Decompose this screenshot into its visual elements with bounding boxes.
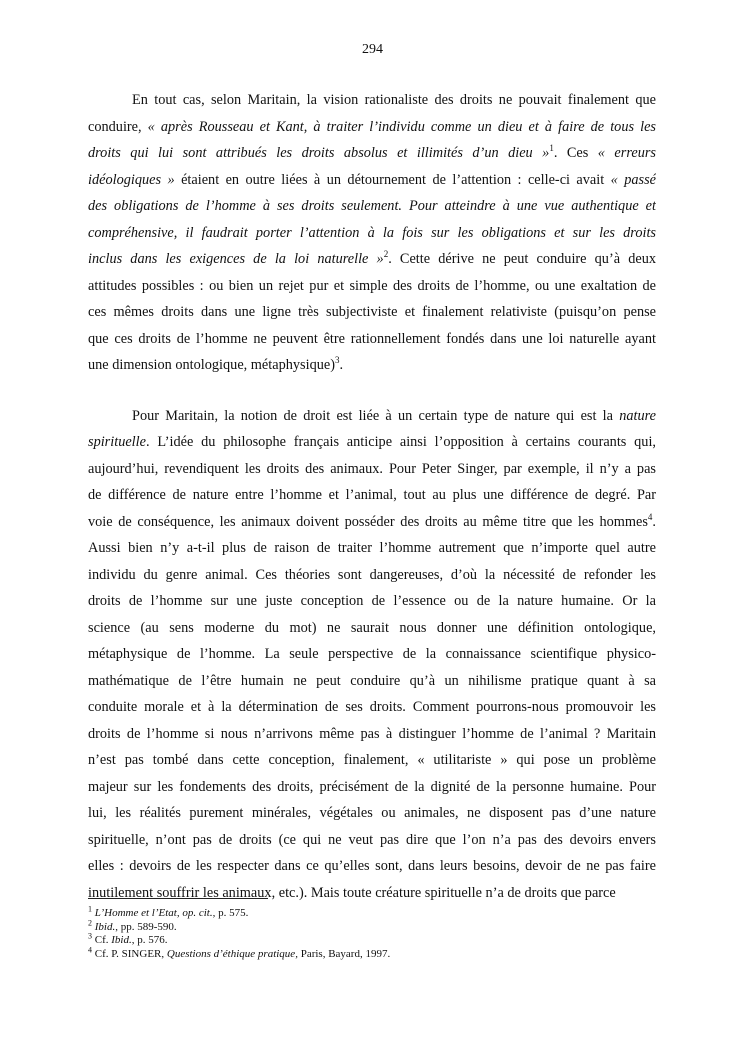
footnote-ref: 4 bbox=[647, 511, 653, 522]
text-run: attitudes possibles : ou bien un rejet pur et simple des droits de l’homme, ou une exaltation de bbox=[88, 277, 656, 294]
text-line bbox=[88, 509, 656, 536]
text-line bbox=[88, 429, 656, 456]
text-run: Aussi bien n’y a-t-il plus de raison de traiter l’homme autrement que n’importe quel autre bbox=[88, 540, 656, 556]
text-line bbox=[88, 615, 656, 642]
italic-text: nature bbox=[619, 407, 656, 424]
text-line bbox=[88, 562, 656, 589]
text-run: individu du genre animal. Ces théories sont dangereuses, d’où la nécessité de refonder les bbox=[88, 566, 656, 583]
footnote-ref: 3 bbox=[88, 931, 92, 941]
text-run: Pour Maritain, la notion de droit est liée à un certain type de nature qui est la bbox=[132, 407, 620, 424]
text-run: , pp. 589-590. bbox=[115, 920, 177, 933]
text-line bbox=[88, 482, 656, 509]
text-run: p. 575. bbox=[215, 907, 249, 919]
italic-text: compréhensive, il faudrait porter l’attention à la fois sur les obligations et sur les droits bbox=[88, 224, 656, 241]
text-run: mathématique de l’être humain ne peut conduire qu’à un nihilisme pratique quant à sa bbox=[88, 672, 656, 689]
text-line bbox=[88, 694, 656, 721]
text-line bbox=[88, 299, 656, 326]
text-run: . bbox=[339, 357, 344, 373]
text-run: ces mêmes droits dans une ligne très subjectiviste et finalement relativiste (puisqu’on pense bbox=[88, 304, 656, 320]
text-line bbox=[88, 853, 656, 880]
text-line bbox=[88, 220, 656, 247]
text-run: droits de l’homme si nous n’arrivons même pas à distinguer l’homme de l’animal ? Maritain bbox=[88, 725, 656, 742]
text-line bbox=[88, 273, 656, 300]
italic-text: idéologiques » bbox=[88, 171, 175, 188]
text-line bbox=[88, 140, 656, 167]
text-run: . L’idée du philosophe français anticipe ainsi l’opposition à certains courants qui, bbox=[145, 434, 656, 450]
text-run: métaphysique de l’homme. La seule perspective de la connaissance scientifique physico- bbox=[88, 646, 656, 662]
text-run: En tout cas, selon Maritain, la vision rationaliste des droits ne pouvait finalement que bbox=[132, 92, 656, 108]
text-line bbox=[88, 193, 656, 220]
text-run: . Cette dérive ne peut conduire qu’à deux bbox=[388, 251, 656, 267]
italic-text: Ibid. bbox=[94, 920, 116, 933]
footnote-ref: 1 bbox=[549, 143, 554, 154]
text-line bbox=[88, 641, 656, 668]
text-run: . Ces bbox=[553, 145, 598, 161]
text-line bbox=[88, 721, 656, 748]
text-run: aujourd’hui, revendiquent les droits des animaux. Pour Peter Singer, par exemple, il n’y a pas bbox=[88, 460, 656, 477]
text-run: de différence de nature entre l’homme et l’animal, tout au plus une différence de degré. Par bbox=[88, 487, 656, 503]
text-run: lui, les réalités purement minérales, végétales ou animales, ne disposent pas d’une nature bbox=[88, 805, 656, 821]
italic-text: « passé bbox=[610, 171, 656, 188]
text-run: une dimension ontologique, métaphysique) bbox=[88, 357, 335, 373]
italic-text: Ibid. bbox=[111, 934, 132, 946]
text-run: spirituelle, n’ont pas de droits (ce qui ne veut pas dire que l’on n’a pas des devoirs envers bbox=[88, 831, 656, 848]
footnote-ref: 1 bbox=[88, 904, 92, 914]
text-run: Cf. P. SINGER, bbox=[92, 947, 167, 960]
italic-text: inclus dans les exigences de la loi naturelle » bbox=[88, 251, 384, 267]
text-run: elles : devoirs de les respecter dans ce qu’elles sont, dans leurs besoins, devoir de ne pas faire bbox=[88, 858, 656, 874]
page-number: 294 bbox=[362, 42, 383, 57]
text-run: majeur sur les fondements des droits, précisément de la dignité de la personne humaine. Pour bbox=[88, 778, 656, 795]
footnote bbox=[88, 944, 656, 962]
text-line bbox=[88, 880, 656, 907]
paragraph bbox=[88, 403, 656, 907]
text-run: droits de l’homme sur une juste conception de l’essence ou de la nature humaine. Or la bbox=[88, 593, 656, 609]
text-run: , p. 576. bbox=[131, 934, 168, 946]
paragraph bbox=[88, 87, 656, 379]
text-run: conduite morale et à la détermination de ses droits. Comment pourrons-nous promouvoir les bbox=[88, 699, 656, 715]
italic-text: « erreurs bbox=[597, 145, 656, 161]
footnote bbox=[88, 917, 656, 935]
text-line bbox=[88, 352, 656, 379]
text-line bbox=[88, 800, 656, 827]
text-line bbox=[88, 827, 656, 854]
text-run: voie de conséquence, les animaux doivent posséder des droits au même titre que les hommes bbox=[88, 513, 648, 530]
text-line bbox=[88, 114, 656, 141]
footnote-separator bbox=[88, 898, 268, 899]
text-line bbox=[88, 167, 656, 194]
text-run: que ces droits de l’homme ne peuvent être rationnellement fondés dans une loi naturelle ayant bbox=[88, 330, 656, 347]
text-line bbox=[88, 747, 656, 774]
text-run: inutilement souffrir les animaux, etc.). Mais toute créature spirituelle n’a de droits que parce bbox=[88, 884, 616, 901]
text-line bbox=[88, 403, 656, 430]
text-run: étaient en outre liées à un détournement de l’attention : celle-ci avait bbox=[174, 171, 611, 188]
italic-text: Questions d’éthique pratique, bbox=[166, 947, 298, 960]
footnote bbox=[88, 931, 656, 948]
footnote-ref: 3 bbox=[334, 355, 340, 366]
text-run: conduire, bbox=[88, 118, 148, 135]
footnote bbox=[88, 904, 656, 921]
text-run: n’est pas tombé dans cette conception, finalement, « utilitariste » qui pose un problème bbox=[88, 752, 656, 768]
footnote-ref: 4 bbox=[88, 944, 92, 954]
text-line bbox=[88, 87, 656, 114]
text-run: Cf. bbox=[92, 934, 112, 946]
italic-text: droits qui lui sont attribués les droits absolus et illimités d’un dieu » bbox=[88, 145, 550, 161]
body-text bbox=[88, 87, 656, 906]
text-run: . bbox=[652, 513, 656, 530]
italic-text: « après Rousseau et Kant, à traiter l’individu comme un dieu et à faire de tous les bbox=[147, 118, 656, 135]
text-run: Paris, Bayard, 1997. bbox=[297, 947, 391, 960]
italic-text: L’Homme et l’Etat, op. cit., bbox=[94, 907, 216, 919]
text-line bbox=[88, 588, 656, 615]
text-line bbox=[88, 774, 656, 801]
italic-text: des obligations de l’homme à ses droits seulement. Pour atteindre à une vue authentique et bbox=[88, 198, 656, 214]
text-run: science (au sens moderne du mot) ne saurait nous donner une définition ontologique, bbox=[88, 619, 656, 636]
text-line bbox=[88, 668, 656, 695]
footnotes bbox=[88, 904, 656, 961]
footnote-ref: 2 bbox=[383, 249, 389, 260]
text-line bbox=[88, 326, 656, 353]
italic-text: spirituelle bbox=[88, 434, 146, 450]
footnote-ref: 2 bbox=[88, 917, 92, 927]
text-line bbox=[88, 456, 656, 483]
text-line bbox=[88, 246, 656, 273]
text-line bbox=[88, 535, 656, 562]
